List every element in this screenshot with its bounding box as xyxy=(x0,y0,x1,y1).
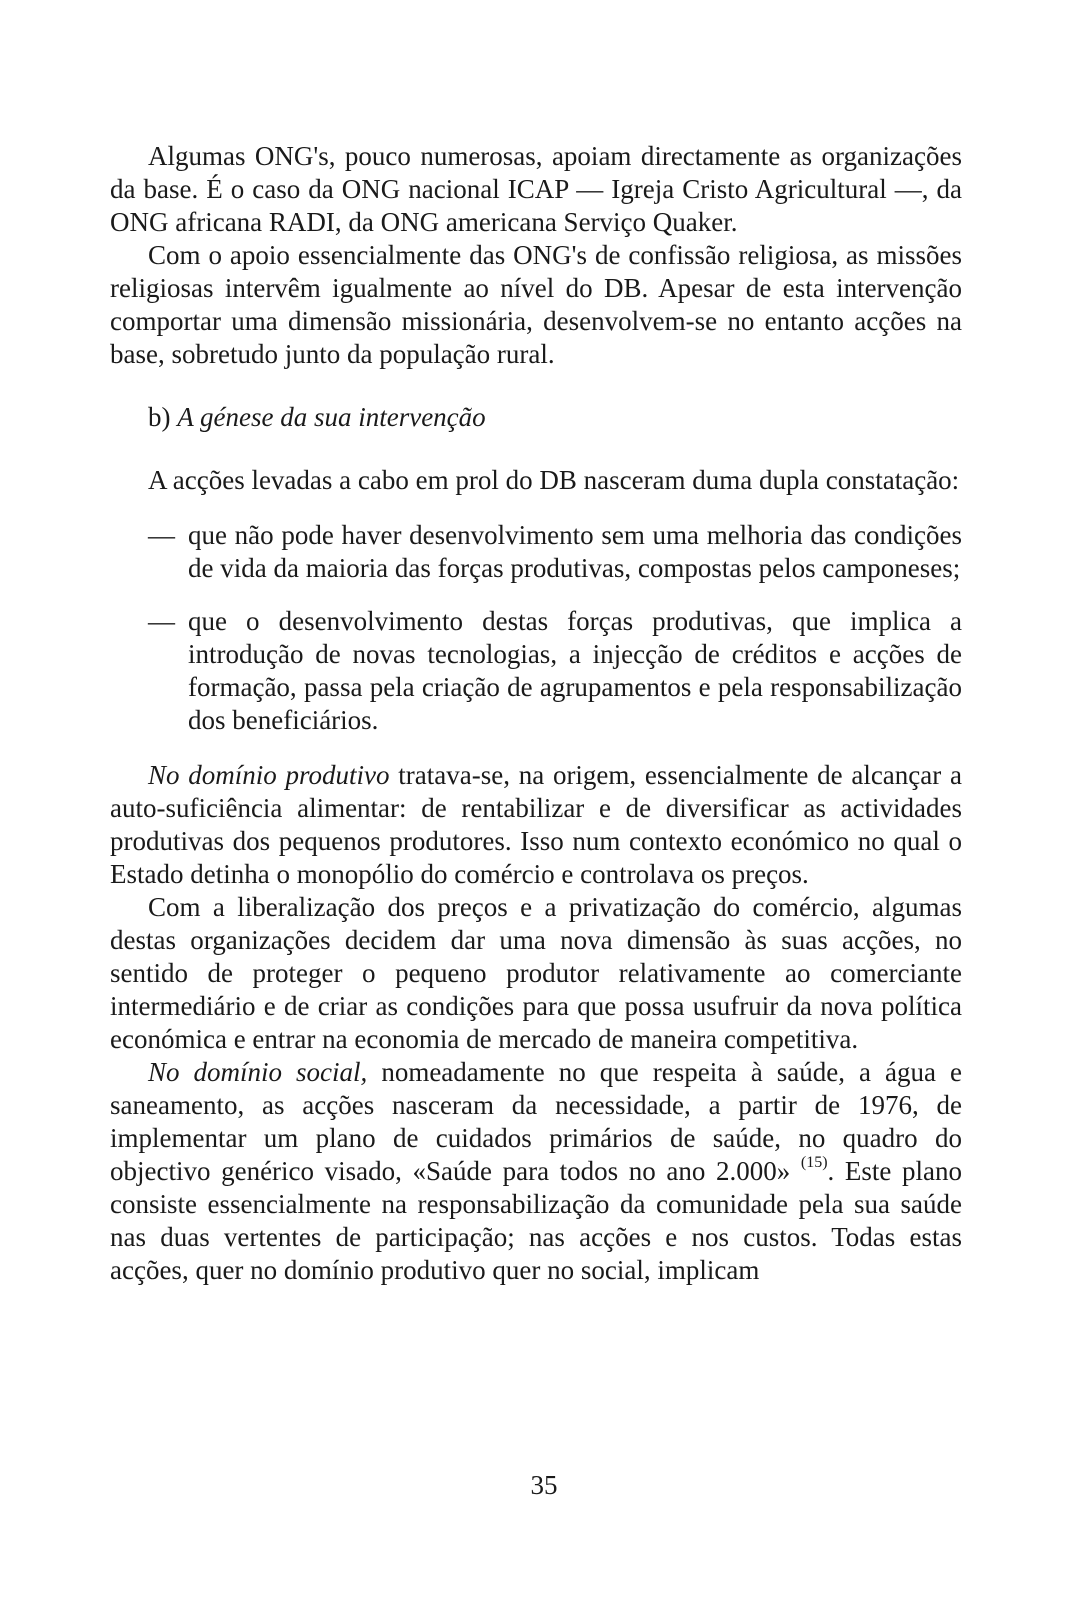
paragraph-double-finding: A acções levadas a cabo em prol do DB nasceram duma dupla constatação: xyxy=(148,465,960,495)
list-dash: — xyxy=(148,520,175,550)
list-item xyxy=(110,605,962,737)
paragraph-productive-domain xyxy=(110,759,962,891)
footnote-ref: (15) xyxy=(800,1154,828,1171)
social-text-after: . Este plano consiste essencialmente na responsabilização da comunidade pela sua saúde nas duas vertentes de participação; nas acções e nos custos. Todas estas acções, quer no domínio produtivo quer no social, implicam xyxy=(110,1156,962,1285)
paragraph-ong-support: Algumas ONG's, pouco numerosas, apoiam directamente as organizações da base. É o caso da ONG nacional ICAP — Igreja Cristo Agricultural —, da ONG africana RADI, da ONG americana Serviço Quaker. xyxy=(110,141,962,237)
page-number: 35 xyxy=(530,1470,558,1500)
productive-lead: No domínio produtivo xyxy=(148,760,390,790)
subheading-title: A génese da sua intervenção xyxy=(177,402,486,432)
paragraph-religious-missions: Com o apoio essencialmente das ONG's de confissão religiosa, as missões religiosas intervêm igualmente ao nível do DB. Apesar de esta intervenção comportar uma dimensão missionária, desenvolvem-se no entanto acções na base, sobretudo junto da população rural. xyxy=(110,240,962,369)
list-item-text: que o desenvolvimento destas forças produtivas, que implica a introdução de novas tecnologias, a injecção de créditos e acções de formação, passa pela criação de agrupamentos e pela responsabilização dos beneficiários. xyxy=(188,606,962,735)
social-lead: No domínio social, xyxy=(148,1057,368,1087)
list-dash: — xyxy=(148,606,175,636)
subheading-marker: b) xyxy=(148,402,171,432)
list-item xyxy=(110,519,962,585)
productive-text: tratava-se, na origem, essencialmente de alcançar a auto-suficiência alimentar: de rentabilizar e de diversificar as actividades produtivas dos pequenos produtores. Isso num contexto económico no qual o Estado detinha o monopólio do comércio e controlava os preços. xyxy=(110,760,962,889)
subheading xyxy=(110,401,962,434)
list-item-text: que não pode haver desenvolvimento sem uma melhoria das condições de vida da maioria das forças produtivas, compostas pelos camponeses; xyxy=(188,520,962,583)
paragraph-social-domain xyxy=(110,1056,962,1287)
paragraph-liberalization: Com a liberalização dos preços e a privatização do comércio, algumas destas organizações decidem dar uma nova dimensão às suas acções, no sentido de proteger o pequeno produtor relativamente ao comerciante intermediário e de criar as condições para que possa usufruir da nova política económica e entrar na economia de mercado de maneira competitiva. xyxy=(110,892,962,1054)
social-text: nomeadamente no que respeita à saúde, a água e saneamento, as acções nasceram da necessidade, a partir de 1976, de implementar um plano de cuidados primários de saúde, no quadro do objectivo genérico visado, «Saúde para todos no ano 2.000» xyxy=(110,1057,962,1186)
page-body xyxy=(110,140,962,1287)
findings-list xyxy=(110,519,962,737)
